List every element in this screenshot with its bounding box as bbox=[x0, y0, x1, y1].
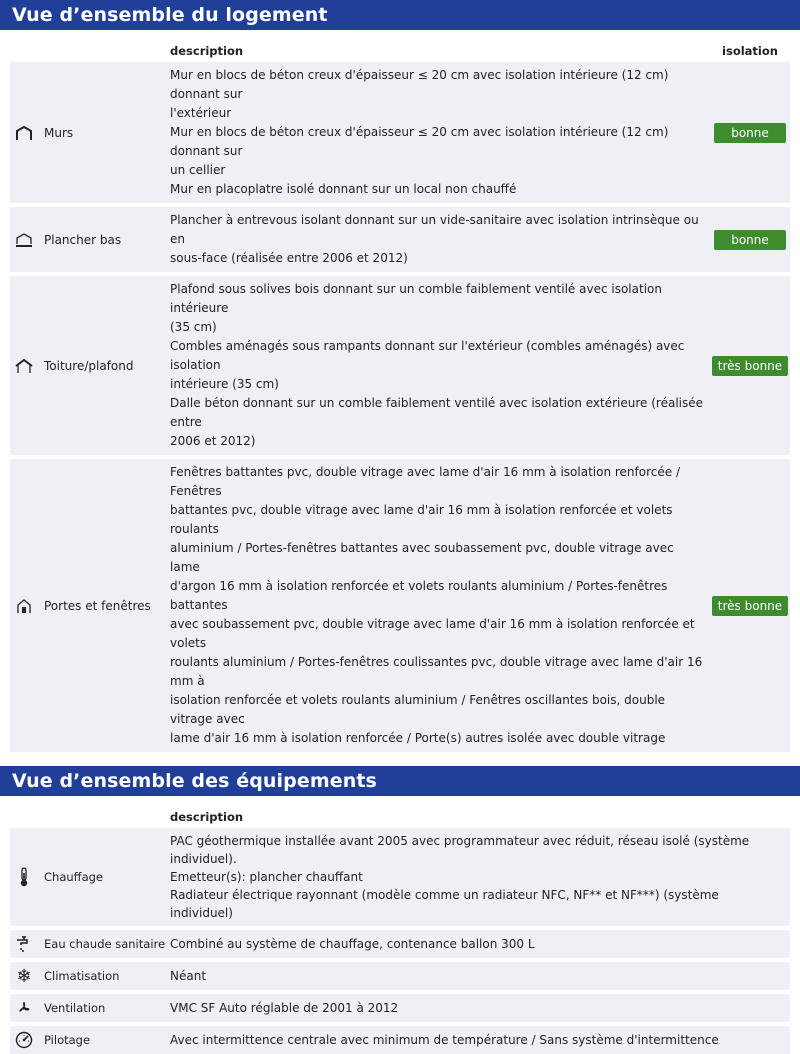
row-label: Climatisation bbox=[44, 969, 120, 983]
logement-title: Vue d’ensemble du logement bbox=[0, 0, 800, 30]
table-row-murs bbox=[10, 62, 790, 203]
table-row-chauffage bbox=[10, 828, 790, 926]
desc-line: Fenêtres battantes pvc, double vitrage avec lame d'air 16 mm à isolation renforcée / Fenêtres bbox=[170, 465, 680, 498]
isolation-badge: très bonne bbox=[712, 356, 788, 376]
equipements-title: Vue d’ensemble des équipements bbox=[0, 766, 800, 796]
desc-line: avec soubassement pvc, double vitrage avec lame d'air 16 mm à isolation renforcée et volets bbox=[170, 617, 695, 650]
table-row-portes-fenetres bbox=[10, 459, 790, 752]
thermometer-icon bbox=[14, 867, 34, 887]
desc-line: intérieure (35 cm) bbox=[170, 377, 279, 391]
row-description bbox=[170, 463, 710, 748]
isolation-badge: bonne bbox=[714, 123, 786, 143]
equipements-section bbox=[0, 766, 800, 1054]
desc-line: sous-face (réalisée entre 2006 et 2012) bbox=[170, 251, 408, 265]
desc-line: isolation renforcée et volets roulants aluminium / Fenêtres oscillantes bois, double vitrage avec bbox=[170, 693, 666, 726]
desc-line: Combiné au système de chauffage, contenance ballon 300 L bbox=[170, 937, 535, 951]
row-description bbox=[170, 66, 710, 199]
row-label: Plancher bas bbox=[44, 232, 122, 247]
logement-column-headers bbox=[10, 38, 790, 62]
col-isolation: isolation bbox=[722, 44, 778, 58]
table-row-pilotage bbox=[10, 1026, 790, 1054]
equipements-column-headers bbox=[10, 804, 790, 828]
desc-line: (35 cm) bbox=[170, 320, 217, 334]
row-label: Pilotage bbox=[44, 1033, 91, 1047]
floor-icon bbox=[14, 230, 34, 250]
row-label: Ventilation bbox=[44, 1001, 106, 1015]
isolation-badge: très bonne bbox=[712, 596, 788, 616]
desc-line: d'argon 16 mm à isolation renforcée et volets roulants aluminium / Portes-fenêtres battantes bbox=[170, 579, 668, 612]
row-description bbox=[170, 211, 710, 268]
col-description: description bbox=[170, 810, 244, 824]
row-label: Toiture/plafond bbox=[44, 358, 134, 373]
desc-line: l'extérieur bbox=[170, 106, 232, 120]
desc-line: aluminium / Portes-fenêtres battantes avec soubassement pvc, double vitrage avec lame bbox=[170, 541, 674, 574]
snowflake-icon: ❄ bbox=[16, 965, 32, 987]
row-description bbox=[170, 280, 710, 451]
desc-line: Mur en placoplatre isolé donnant sur un local non chauffé bbox=[170, 182, 517, 196]
desc-line: Plafond sous solives bois donnant sur un comble faiblement ventilé avec isolation intérieure bbox=[170, 282, 662, 315]
row-label: Chauffage bbox=[44, 870, 103, 884]
row-description bbox=[170, 935, 790, 953]
gauge-icon bbox=[14, 1030, 34, 1050]
fan-icon bbox=[14, 998, 34, 1018]
desc-line: battantes pvc, double vitrage avec lame d'air 16 mm à isolation renforcée et volets roulants bbox=[170, 503, 673, 536]
row-label: Murs bbox=[44, 125, 74, 140]
row-label: Eau chaude sanitaire bbox=[44, 937, 166, 951]
isolation-badge: bonne bbox=[714, 230, 786, 250]
desc-line: Dalle béton donnant sur un comble faiblement ventilé avec isolation extérieure (réalisée entre bbox=[170, 396, 704, 429]
roof-icon bbox=[14, 356, 34, 376]
row-label: Portes et fenêtres bbox=[44, 598, 151, 613]
desc-line: un cellier bbox=[170, 163, 226, 177]
row-description bbox=[170, 1031, 790, 1049]
desc-line: lame d'air 16 mm à isolation renforcée / Porte(s) autres isolée avec double vitrage bbox=[170, 731, 666, 745]
desc-line: Plancher à entrevous isolant donnant sur un vide-sanitaire avec isolation intrinsèque ou en bbox=[170, 213, 699, 246]
desc-line: Néant bbox=[170, 969, 207, 983]
desc-line: 2006 et 2012) bbox=[170, 434, 256, 448]
row-description bbox=[170, 967, 790, 985]
desc-line: Avec intermittence centrale avec minimum de température / Sans système d'intermittence bbox=[170, 1033, 719, 1047]
col-description: description bbox=[170, 44, 244, 58]
desc-line: Mur en blocs de béton creux d'épaisseur ≤ 20 cm avec isolation intérieure (12 cm) donnant sur bbox=[170, 125, 669, 158]
house-door-icon bbox=[14, 596, 34, 616]
table-row-eau-chaude bbox=[10, 930, 790, 958]
row-description bbox=[170, 832, 790, 922]
desc-line: Combles aménagés sous rampants donnant sur l'extérieur (combles aménagés) avec isolation bbox=[170, 339, 685, 372]
desc-line: PAC géothermique installée avant 2005 avec programmateur avec réduit, réseau isolé (système individuel). bbox=[170, 834, 750, 866]
wall-icon bbox=[14, 123, 34, 143]
desc-line: Radiateur électrique rayonnant (modèle comme un radiateur NFC, NF** et NF***) (système individuel) bbox=[170, 888, 719, 920]
desc-line: roulants aluminium / Portes-fenêtres coulissantes pvc, double vitrage avec lame d'air 16 mm à bbox=[170, 655, 703, 688]
table-row-toiture-plafond bbox=[10, 276, 790, 455]
row-description bbox=[170, 999, 790, 1017]
faucet-icon bbox=[14, 934, 34, 954]
desc-line: VMC SF Auto réglable de 2001 à 2012 bbox=[170, 1001, 399, 1015]
table-row-plancher-bas bbox=[10, 207, 790, 272]
table-row-climatisation bbox=[10, 962, 790, 990]
table-row-ventilation bbox=[10, 994, 790, 1022]
desc-line: Emetteur(s): plancher chauffant bbox=[170, 870, 363, 884]
desc-line: Mur en blocs de béton creux d'épaisseur ≤ 20 cm avec isolation intérieure (12 cm) donnant sur bbox=[170, 68, 669, 101]
